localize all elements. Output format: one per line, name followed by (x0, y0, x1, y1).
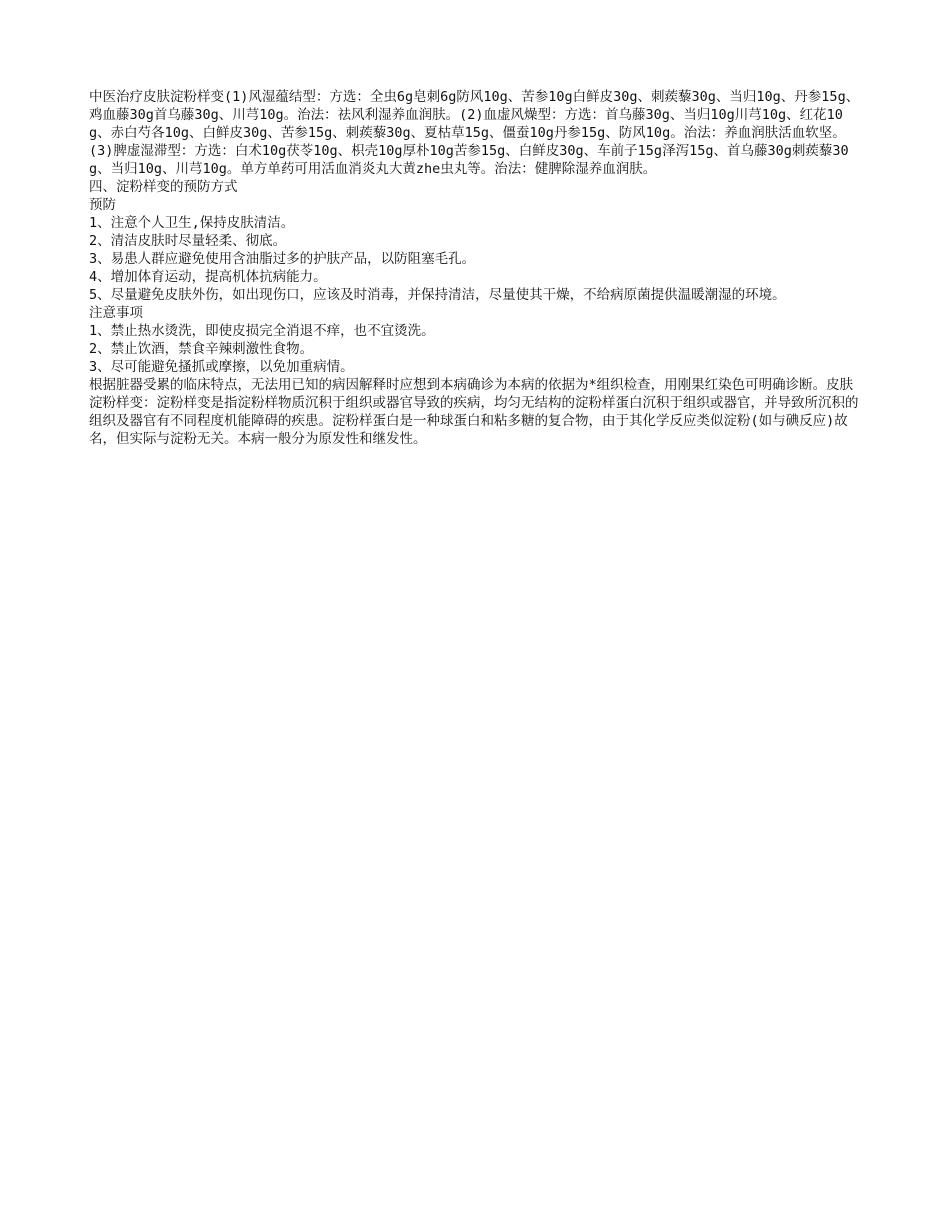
list-item: 1、禁止热水烫洗，即使皮损完全消退不痒，也不宜烫洗。 (89, 323, 435, 339)
list-item: 2、禁止饮酒，禁食辛辣刺激性食物。 (89, 341, 314, 357)
list-item: 1、注意个人卫生,保持皮肤清洁。 (89, 215, 295, 231)
document-body (89, 88, 861, 448)
treatment-paragraph: 中医治疗皮肤淀粉样变(1)风湿蕴结型：方选：全虫6g皂刺6g防风10g、苦参10g白鲜皮30g、刺蒺藜30g、当归10g、丹参15g、鸡血藤30g首乌藤30g、川芎10g。治法：祛风利湿养血润肤。(2)血虚风燥型：方选：首乌藤30g、当归10g川芎10g、红花10g、赤白芍各10g、白鲜皮30g、苦参15g、刺蒺藜30g、夏枯草15g、僵蚕10g丹参15g、防风10g。治法：养血润肤活血软坚。(3)脾虚湿滞型：方选：白术10g茯苓10g、枳壳10g厚朴10g苦参15g、白鲜皮30g、车前子15g泽泻15g、首乌藤30g刺蒺藜30g、当归10g、川芎10g。单方单药可用活血消炎丸大黄zhe虫丸等。治法：健脾除湿养血润肤。 (89, 89, 860, 177)
subheading-prevention: 预防 (89, 197, 116, 213)
diagnosis-paragraph: 根据脏器受累的临床特点，无法用已知的病因解释时应想到本病确诊为本病的依据为*组织检查，用刚果红染色可明确诊断。皮肤淀粉样变：淀粉样变是指淀粉样物质沉积于组织或器官导致的疾病，均匀无结构的淀粉样蛋白沉积于组织或器官，并导致所沉积的组织及器官有不同程度机能障碍的疾患。淀粉样蛋白是一种球蛋白和粘多糖的复合物，由于其化学反应类似淀粉(如与碘反应)故名，但实际与淀粉无关。本病一般分为原发性和继发性。 (89, 377, 859, 447)
subheading-precautions: 注意事项 (89, 305, 143, 321)
list-item: 4、增加体育运动，提高机体抗病能力。 (89, 269, 327, 285)
section-heading-prevention: 四、淀粉样变的预防方式 (89, 179, 238, 195)
list-item: 3、尽可能避免搔抓或摩擦，以免加重病情。 (89, 359, 354, 375)
list-item: 3、易患人群应避免使用含油脂过多的护肤产品，以防阻塞毛孔。 (89, 251, 476, 267)
list-item: 5、尽量避免皮肤外伤，如出现伤口，应该及时消毒，并保持清洁，尽量使其干燥，不给病原菌提供温暖潮湿的环境。 (89, 287, 786, 303)
list-item: 2、清洁皮肤时尽量轻柔、彻底。 (89, 233, 287, 249)
